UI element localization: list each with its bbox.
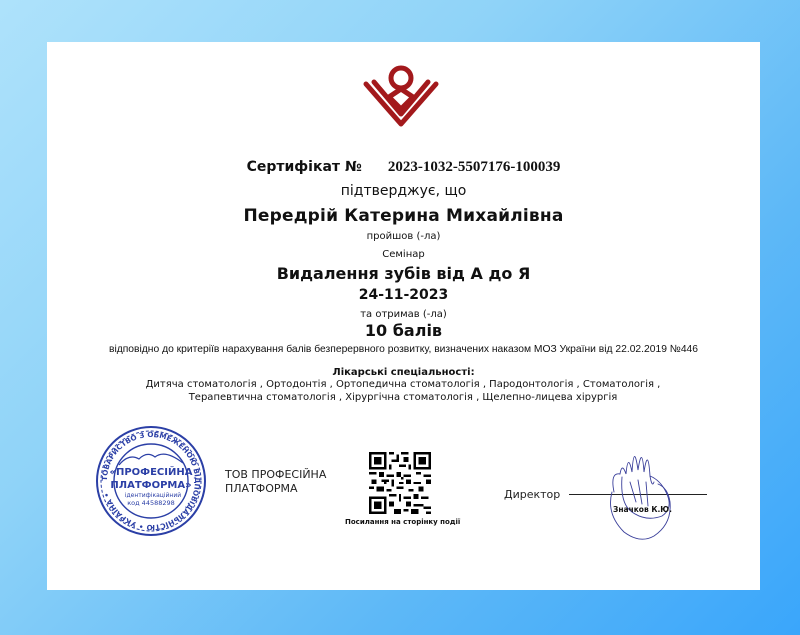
event-date: 24-11-2023: [358, 287, 449, 303]
certificate-number: 2023-1032-5507176-100039: [387, 159, 561, 175]
criteria-text: відповідно до критеріїв нарахування балів безперервного розвитку, визначених наказом МОЗ України від 22.02.2019 №446: [108, 344, 699, 355]
company-stamp: [95, 425, 207, 537]
organization-line-2: ПЛАТФОРМА: [225, 482, 298, 495]
stamp-id-code: код 44588298: [127, 499, 175, 507]
received-text: та отримав (-ла): [360, 309, 447, 320]
certificate-number-line: [47, 158, 760, 176]
stamp-line-2: ПЛАТФОРМА»: [110, 480, 192, 491]
signature-icon: [602, 432, 682, 542]
confirms-text: підтверджує, що: [340, 183, 467, 199]
passed-text: пройшов (-ла): [366, 231, 441, 242]
organization-line-1: ТОВ ПРОФЕСІЙНА: [225, 468, 327, 481]
stamp-ring-text: ТОВАРИСТВО З ОБМЕЖЕНОЮ ВІДПОВІДАЛЬНІСТЮ • УКРАЇНА •: [99, 429, 203, 533]
certificate-card: [47, 42, 760, 590]
points-value: 10 балів: [364, 321, 443, 340]
certificate-number-label: Сертифікат №: [246, 159, 362, 175]
recipient-name: Передрій Катерина Михайлівна: [243, 206, 564, 226]
stamp-line-1: «ПРОФЕСІЙНА: [109, 467, 193, 478]
specialties-title: Лікарські спеціальності:: [332, 367, 475, 378]
organization-name: [225, 468, 326, 496]
signer-name: Значков К.Ю.: [613, 505, 672, 514]
logo-icon: [360, 62, 442, 132]
director-label: Директор: [504, 488, 561, 501]
specialties-list: Дитяча стоматологія , Ортодонтія , Ортопедична стоматологія , Пародонтологія , Стоматологія , Терапевтична стоматологія , Хірургічна стоматологія , Щелепно-лицева хірургія: [145, 379, 661, 403]
event-title: Видалення зубів від А до Я: [276, 264, 531, 283]
qr-caption: Посилання на сторінку події: [345, 518, 461, 526]
event-type: Семінар: [382, 249, 425, 260]
qr-code-icon[interactable]: [369, 452, 431, 514]
stamp-id-label: ідентифікаційний: [124, 492, 182, 499]
